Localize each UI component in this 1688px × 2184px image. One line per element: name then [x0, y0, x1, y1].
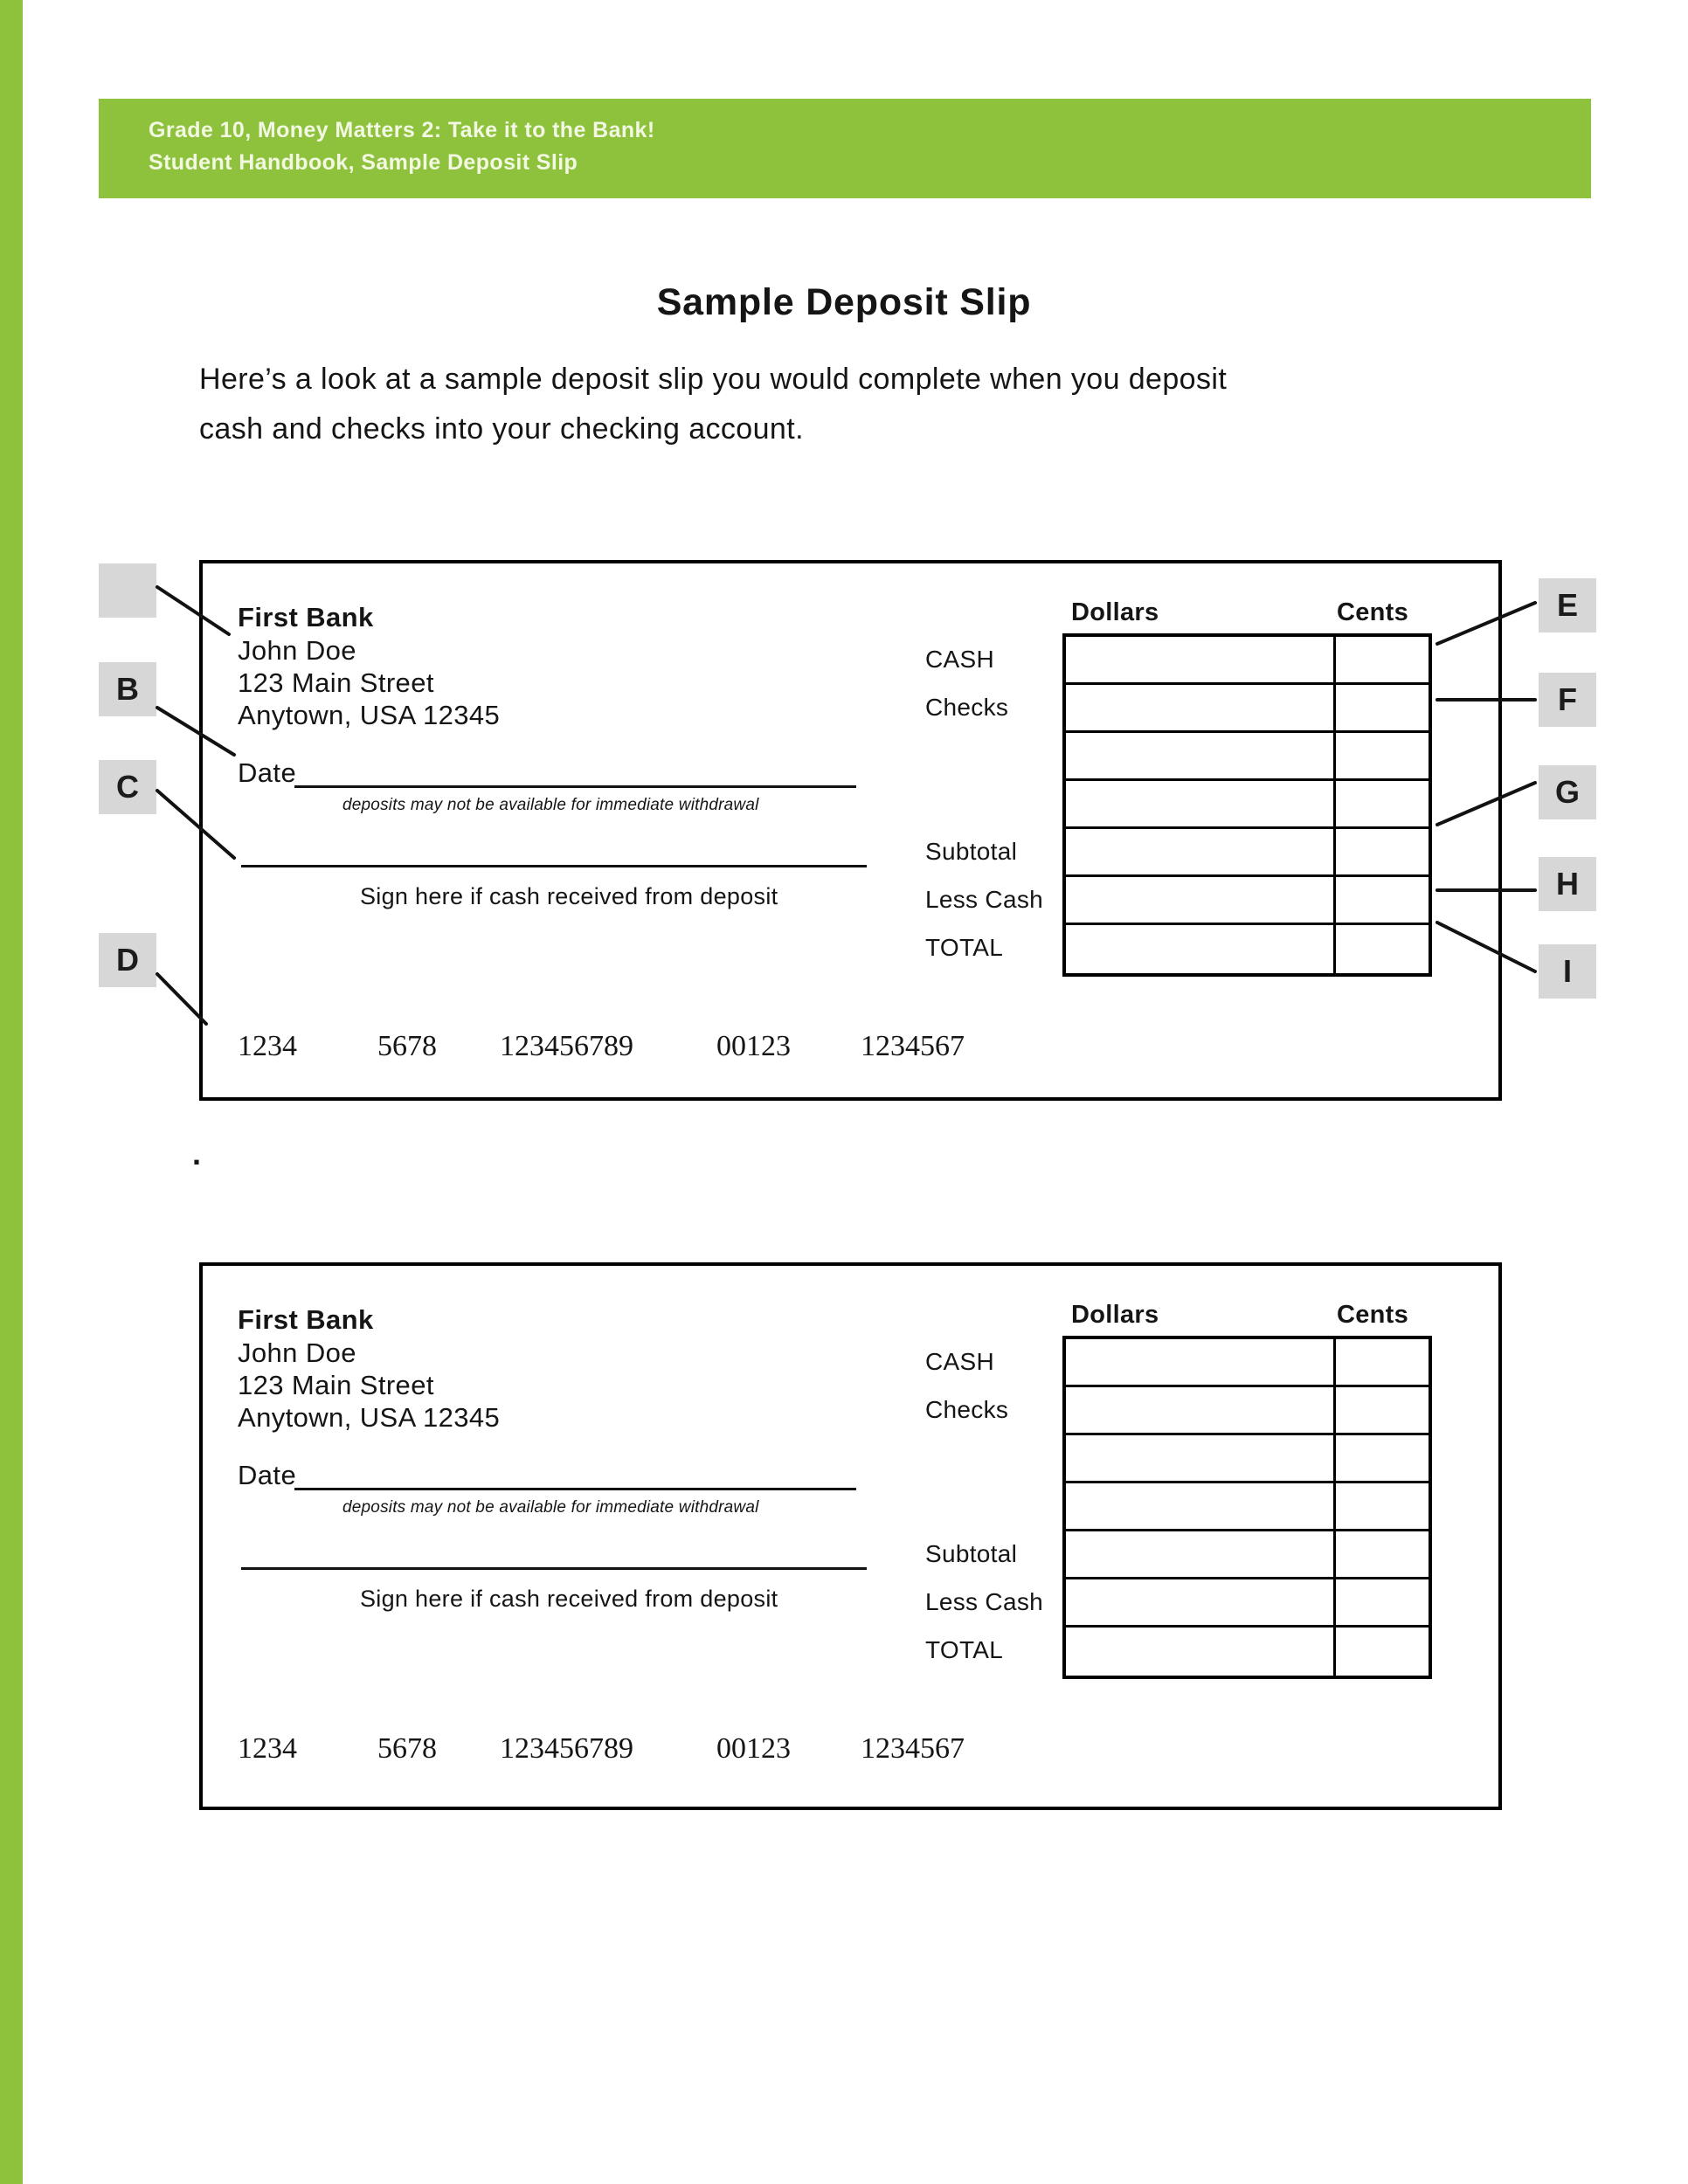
annotation-tag-g: G — [1539, 765, 1596, 819]
grid-row-cash — [1066, 637, 1429, 685]
annotation-tag-f: F — [1539, 673, 1596, 727]
annotation-tag-b: B — [99, 662, 156, 716]
annotation-tag-h: H — [1539, 857, 1596, 911]
grid-row-cash — [1066, 1339, 1429, 1387]
cents-column-header: Cents — [1337, 1301, 1409, 1329]
annotation-tag-blank — [99, 563, 156, 618]
grid-row-subtotal — [1066, 829, 1429, 877]
dollars-column-header: Dollars — [1071, 598, 1159, 626]
amount-grid — [1062, 1336, 1432, 1679]
signature-instruction: Sign here if cash received from deposit — [360, 883, 778, 909]
account-number: 1234567 — [861, 1030, 965, 1062]
street-address: 123 Main Street — [238, 1370, 434, 1400]
date-label: Date — [238, 1460, 297, 1490]
check-number: 00123 — [716, 1732, 791, 1765]
grid-row-total — [1066, 1628, 1429, 1676]
availability-note: deposits may not be available for immediate withdrawal — [342, 1498, 759, 1517]
bank-name: First Bank — [238, 1304, 374, 1335]
account-holder: John Doe — [238, 635, 356, 666]
cash-row-label: CASH — [925, 646, 994, 673]
date-blank-line — [294, 1458, 856, 1490]
amount-grid — [1062, 633, 1432, 977]
routing-prefix-number: 1234 — [238, 1732, 297, 1765]
less-cash-row-label: Less Cash — [925, 1588, 1043, 1615]
intro-line-2: cash and checks into your checking account. — [199, 412, 804, 446]
dollars-cents-divider — [1333, 1339, 1336, 1676]
grid-row-checks — [1066, 1387, 1429, 1435]
routing-number: 123456789 — [500, 1030, 633, 1062]
grid-row-total — [1066, 925, 1429, 973]
grid-row-less-cash — [1066, 1579, 1429, 1628]
intro-paragraph — [199, 355, 1227, 454]
bank-branch-number: 5678 — [377, 1030, 437, 1062]
annotation-tag-d: D — [99, 933, 156, 987]
grid-row-blank-1 — [1066, 1435, 1429, 1483]
page-title: Sample Deposit Slip — [656, 281, 1032, 323]
header-banner — [99, 99, 1591, 198]
banner-line-2: Student Handbook, Sample Deposit Slip — [149, 150, 578, 175]
bank-name: First Bank — [238, 602, 374, 632]
stray-period: . — [192, 1136, 202, 1171]
availability-note: deposits may not be available for immediate withdrawal — [342, 796, 759, 814]
signature-instruction: Sign here if cash received from deposit — [360, 1586, 778, 1612]
street-address: 123 Main Street — [238, 667, 434, 698]
grid-row-blank-2 — [1066, 1483, 1429, 1531]
micr-number-line — [203, 1732, 1498, 1767]
grid-row-checks — [1066, 685, 1429, 733]
check-number: 00123 — [716, 1030, 791, 1062]
subtotal-row-label: Subtotal — [925, 838, 1018, 865]
subtotal-row-label: Subtotal — [925, 1540, 1018, 1567]
account-number: 1234567 — [861, 1732, 965, 1765]
intro-line-1: Here’s a look at a sample deposit slip you would complete when you deposit — [199, 363, 1228, 396]
annotation-tag-e: E — [1539, 578, 1596, 632]
grid-row-subtotal — [1066, 1531, 1429, 1579]
less-cash-row-label: Less Cash — [925, 886, 1043, 913]
deposit-slip-blank — [199, 1262, 1502, 1810]
bank-branch-number: 5678 — [377, 1732, 437, 1765]
dollars-column-header: Dollars — [1071, 1301, 1159, 1329]
account-holder: John Doe — [238, 1337, 356, 1368]
banner-line-1: Grade 10, Money Matters 2: Take it to the Bank! — [149, 118, 655, 142]
cents-column-header: Cents — [1337, 598, 1409, 626]
annotation-tag-c: C — [99, 760, 156, 814]
annotation-tag-i: I — [1539, 944, 1596, 999]
grid-row-blank-1 — [1066, 733, 1429, 781]
total-row-label: TOTAL — [925, 934, 1004, 961]
city-address: Anytown, USA 12345 — [238, 700, 501, 730]
routing-number: 123456789 — [500, 1732, 633, 1765]
city-address: Anytown, USA 12345 — [238, 1402, 501, 1433]
grid-row-less-cash — [1066, 877, 1429, 925]
left-edge-accent-bar — [0, 0, 23, 2184]
dollars-cents-divider — [1333, 637, 1336, 973]
deposit-slip-annotated — [199, 560, 1502, 1101]
signature-blank-line — [241, 835, 867, 867]
date-label: Date — [238, 757, 297, 788]
micr-number-line — [203, 1030, 1498, 1065]
grid-row-blank-2 — [1066, 781, 1429, 829]
checks-row-label: Checks — [925, 694, 1009, 721]
routing-prefix-number: 1234 — [238, 1030, 297, 1062]
signature-blank-line — [241, 1538, 867, 1570]
checks-row-label: Checks — [925, 1396, 1009, 1423]
date-blank-line — [294, 756, 856, 788]
cash-row-label: CASH — [925, 1348, 994, 1375]
total-row-label: TOTAL — [925, 1636, 1004, 1663]
